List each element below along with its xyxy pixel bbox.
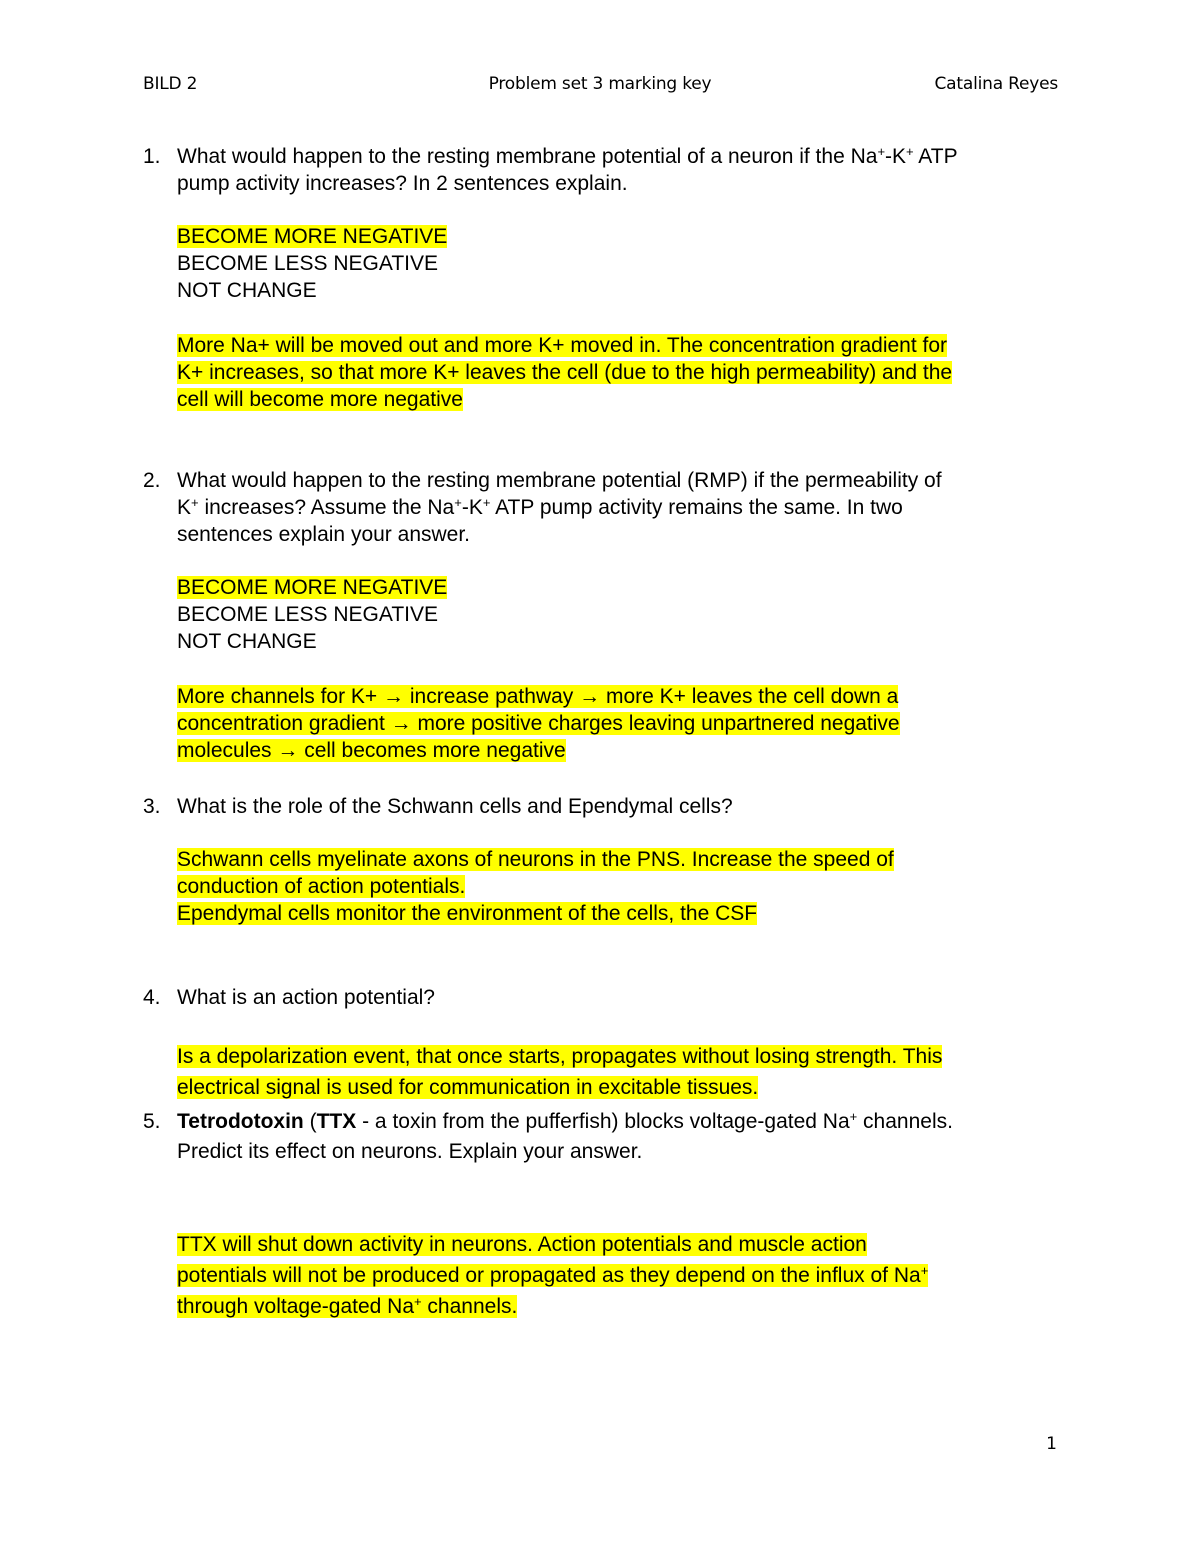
question-text: What is an action potential? [177, 986, 435, 1009]
answer-explanation: More Na+ will be moved out and more K+ moved in. The concentration gradient for K+ increases, so that more K+ leaves the cell (due to the high permeability) and the cell will become more negative [177, 334, 953, 411]
option: BECOME LESS NEGATIVE [177, 252, 439, 275]
selected-option: BECOME MORE NEGATIVE [177, 576, 448, 599]
question-number: 5. [143, 1110, 161, 1133]
question-text: What would happen to the resting membrane potential (RMP) if the permeability of K+ increases? Assume the Na+-K+ ATP pump activity remains the same. In two sentences explain your answer. [177, 469, 942, 546]
course-code: BILD 2 [143, 74, 198, 94]
answer-options [177, 223, 1077, 304]
question-text: What would happen to the resting membrane potential of a neuron if the Na+-K+ ATP pump activity increases? In 2 sentences explain. [177, 144, 958, 195]
question-number: 1. [143, 145, 161, 168]
answer-options [177, 574, 1077, 655]
question-number: 2. [143, 469, 161, 492]
question-number: 3. [143, 795, 161, 818]
author-name: Catalina Reyes [934, 74, 1058, 94]
option: NOT CHANGE [177, 279, 317, 302]
question-text: What is the role of the Schwann cells and Ependymal cells? [177, 795, 733, 818]
page-number: 1 [1046, 1434, 1057, 1454]
document-title: Problem set 3 marking key [488, 74, 712, 94]
option: BECOME LESS NEGATIVE [177, 603, 439, 626]
option: NOT CHANGE [177, 630, 317, 653]
question-text: Tetrodotoxin (TTX - a toxin from the pufferfish) blocks voltage-gated Na+ channels. Predict its effect on neurons. Explain your answer. [177, 1109, 953, 1163]
selected-option: BECOME MORE NEGATIVE [177, 225, 448, 248]
question-number: 4. [143, 986, 161, 1009]
answer-explanation: More channels for K+ → increase pathway → more K+ leaves the cell down a concentration gradient → more positive charges leaving unpartnered negative molecules → cell becomes more negative [177, 685, 900, 762]
answer-explanation: Is a depolarization event, that once starts, propagates without losing strength. This electrical signal is used for communication in excitable tissues. [177, 1045, 943, 1099]
answer-explanation: Schwann cells myelinate axons of neurons in the PNS. Increase the speed of conduction of action potentials. Ependymal cells monitor the environment of the cells, the CSF [177, 848, 894, 925]
answer-explanation: TTX will shut down activity in neurons. Action potentials and muscle action potentials will not be produced or propagated as they depend on the influx of Na+ through voltage-gated Na+ channels. [177, 1233, 929, 1318]
